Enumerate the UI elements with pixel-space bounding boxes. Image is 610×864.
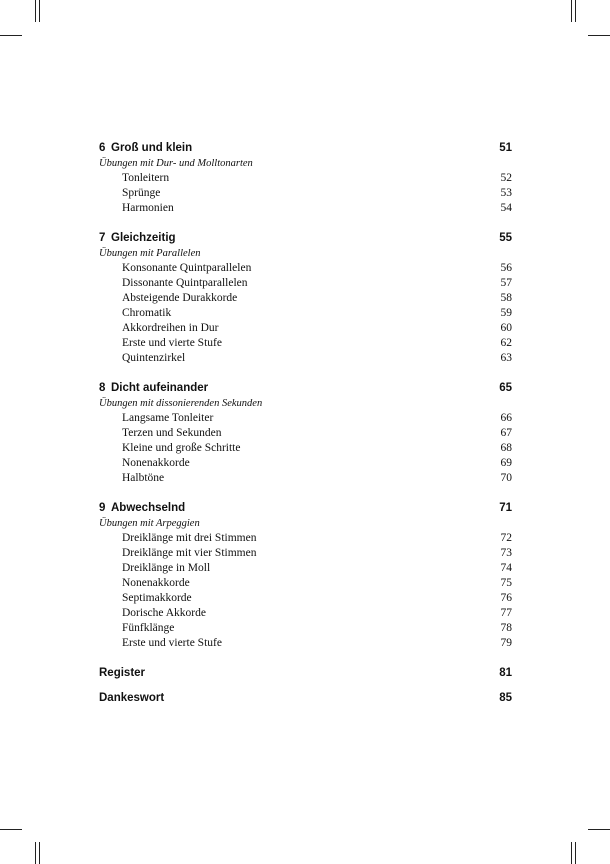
toc-entry-label: Erste und vierte Stufe — [122, 337, 222, 349]
toc-entry-page: 58 — [500, 292, 512, 304]
crop-mark — [588, 829, 610, 830]
chapter-number: 8 — [99, 382, 106, 394]
chapter-section — [99, 231, 512, 366]
toc-entry-page: 53 — [500, 187, 512, 199]
crop-mark — [571, 842, 572, 864]
toc-entry-page: 66 — [500, 412, 512, 424]
chapter-title-group — [99, 381, 208, 396]
toc-entry-label: Terzen und Sekunden — [122, 427, 222, 439]
toc-entry-label: Langsame Tonleiter — [122, 412, 214, 424]
toc-entry[interactable] — [99, 621, 512, 636]
toc-entry-label: Septimakkorde — [122, 592, 192, 604]
toc-entry[interactable] — [99, 531, 512, 546]
chapter-page-number: 51 — [499, 142, 512, 154]
toc-entry-page: 78 — [500, 622, 512, 634]
toc-entry-label: Halbtöne — [122, 472, 165, 484]
crop-mark — [571, 0, 572, 22]
back-matter-page: 81 — [499, 667, 512, 679]
toc-entry-page: 77 — [500, 607, 512, 619]
toc-entry[interactable] — [99, 561, 512, 576]
toc-entry-label: Dorische Akkorde — [122, 607, 206, 619]
chapter-list — [99, 141, 512, 651]
chapter-section — [99, 501, 512, 651]
toc-entry[interactable] — [99, 186, 512, 201]
chapter-subtitle: Übungen mit Dur- und Molltonarten — [99, 158, 253, 169]
toc-entry[interactable] — [99, 321, 512, 336]
back-matter-label: Dankeswort — [99, 692, 165, 704]
chapter-heading[interactable] — [99, 231, 512, 246]
toc-entry-page: 57 — [500, 277, 512, 289]
toc-entry-page: 68 — [500, 442, 512, 454]
toc-entry[interactable] — [99, 441, 512, 456]
toc-entry-label: Absteigende Durakkorde — [122, 292, 238, 304]
chapter-title: Abwechselnd — [111, 502, 186, 514]
toc-entry[interactable] — [99, 576, 512, 591]
toc-entry[interactable] — [99, 606, 512, 621]
chapter-title-group — [99, 231, 176, 246]
table-of-contents — [99, 141, 512, 716]
toc-entry-page: 72 — [500, 532, 512, 544]
chapter-subtitle: Übungen mit Parallelen — [99, 248, 201, 259]
back-matter-list — [99, 666, 512, 706]
toc-entry-label: Fünfklänge — [122, 622, 175, 634]
crop-mark — [39, 0, 40, 22]
chapter-title: Gleichzeitig — [111, 232, 176, 244]
toc-entry-page: 67 — [500, 427, 512, 439]
chapter-section — [99, 141, 512, 216]
toc-entry[interactable] — [99, 411, 512, 426]
toc-entry[interactable] — [99, 546, 512, 561]
toc-entry-label: Sprünge — [122, 187, 161, 199]
toc-entry[interactable] — [99, 426, 512, 441]
toc-entry[interactable] — [99, 351, 512, 366]
chapter-title-group — [99, 141, 192, 156]
toc-entry[interactable] — [99, 261, 512, 276]
toc-entry-page: 79 — [500, 637, 512, 649]
chapter-page-number: 55 — [499, 232, 512, 244]
toc-entry-label: Dissonante Quintparallelen — [122, 277, 248, 289]
toc-entry-label: Dreiklänge in Moll — [122, 562, 211, 574]
chapter-heading[interactable] — [99, 381, 512, 396]
back-matter-entry[interactable] — [99, 691, 512, 706]
chapter-number: 7 — [99, 232, 106, 244]
chapter-heading[interactable] — [99, 141, 512, 156]
toc-entry-page: 73 — [500, 547, 512, 559]
chapter-title-group — [99, 501, 185, 516]
crop-mark — [0, 829, 22, 830]
toc-entry-page: 70 — [500, 472, 512, 484]
toc-entry[interactable] — [99, 591, 512, 606]
chapter-number: 9 — [99, 502, 106, 514]
toc-entry-page: 69 — [500, 457, 512, 469]
crop-mark — [0, 35, 22, 36]
toc-entry[interactable] — [99, 201, 512, 216]
chapter-subtitle: Übungen mit dissonierenden Sekunden — [99, 398, 263, 409]
toc-entry-label: Chromatik — [122, 307, 172, 319]
toc-entry-page: 60 — [500, 322, 512, 334]
chapter-page-number: 71 — [499, 502, 512, 514]
toc-entry[interactable] — [99, 276, 512, 291]
back-matter-page: 85 — [499, 692, 512, 704]
toc-entry-label: Kleine und große Schritte — [122, 442, 241, 454]
toc-entry-label: Tonleitern — [122, 172, 170, 184]
toc-entry[interactable] — [99, 471, 512, 486]
crop-mark — [35, 0, 36, 22]
toc-entry-label: Akkordreihen in Dur — [122, 322, 219, 334]
crop-mark — [575, 842, 576, 864]
toc-entry-label: Quintenzirkel — [122, 352, 186, 364]
back-matter-label: Register — [99, 667, 146, 679]
toc-entry-page: 59 — [500, 307, 512, 319]
toc-entry-page: 63 — [500, 352, 512, 364]
chapter-heading[interactable] — [99, 501, 512, 516]
toc-entry-page: 52 — [500, 172, 512, 184]
toc-entry-label: Dreiklänge mit drei Stimmen — [122, 532, 257, 544]
toc-entry-page: 76 — [500, 592, 512, 604]
toc-entry-label: Nonenakkorde — [122, 577, 190, 589]
chapter-title: Groß und klein — [111, 142, 193, 154]
chapter-section — [99, 381, 512, 486]
toc-entry-label: Nonenakkorde — [122, 457, 190, 469]
toc-entry-label: Konsonante Quintparallelen — [122, 262, 252, 274]
toc-entry[interactable] — [99, 291, 512, 306]
toc-entry-page: 75 — [500, 577, 512, 589]
crop-mark — [575, 0, 576, 22]
chapter-number: 6 — [99, 142, 106, 154]
toc-entry-page: 54 — [500, 202, 512, 214]
chapter-subtitle: Übungen mit Arpeggien — [99, 518, 200, 529]
toc-entry-label: Dreiklänge mit vier Stimmen — [122, 547, 257, 559]
chapter-title: Dicht aufeinander — [111, 382, 209, 394]
toc-entry-label: Erste und vierte Stufe — [122, 637, 222, 649]
crop-mark — [588, 35, 610, 36]
toc-entry-page: 62 — [500, 337, 512, 349]
toc-entry[interactable] — [99, 171, 512, 186]
toc-entry[interactable] — [99, 336, 512, 351]
toc-entry-label: Harmonien — [122, 202, 174, 214]
crop-mark — [35, 842, 36, 864]
toc-entry-page: 56 — [500, 262, 512, 274]
toc-entry[interactable] — [99, 636, 512, 651]
chapter-page-number: 65 — [499, 382, 512, 394]
crop-mark — [39, 842, 40, 864]
toc-entry[interactable] — [99, 456, 512, 471]
toc-entry-page: 74 — [500, 562, 512, 574]
toc-entry[interactable] — [99, 306, 512, 321]
back-matter-entry[interactable] — [99, 666, 512, 681]
